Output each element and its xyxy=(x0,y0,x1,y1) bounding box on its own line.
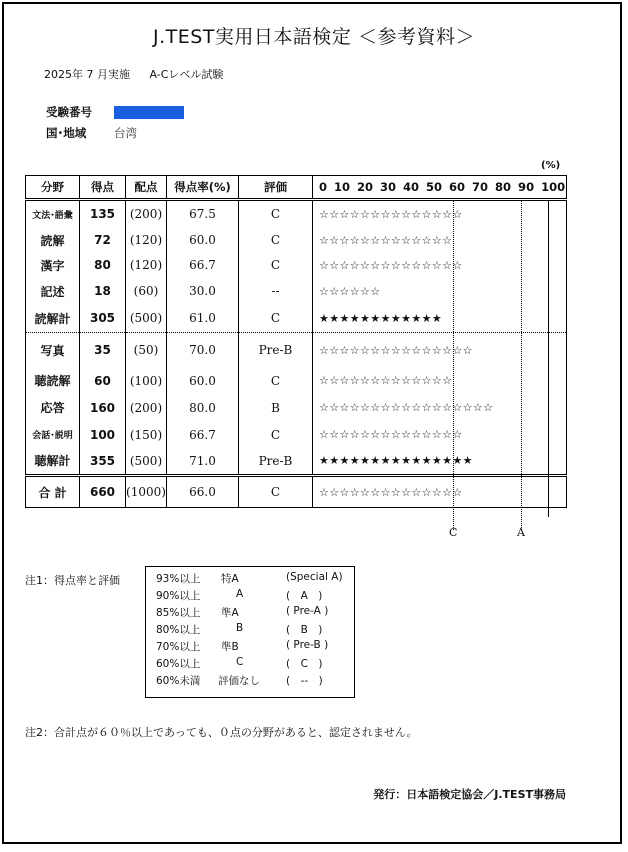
header-score: 得点 xyxy=(80,176,126,200)
percent-unit: (%) xyxy=(541,160,561,171)
field-max: (120) xyxy=(126,253,167,278)
field-star-bar: ★★★★★★★★★★★★★★★ xyxy=(313,448,567,476)
field-name: 記述 xyxy=(26,278,80,305)
field-name: 文法･語彙 xyxy=(26,200,80,228)
header-rate: 得点率(%) xyxy=(167,176,239,200)
field-name: 写真 xyxy=(26,333,80,368)
table-header-row xyxy=(26,176,567,200)
document-title: J.TEST実用日本語検定 ＜参考資料＞ xyxy=(153,26,475,48)
legend-range: 93%以上 xyxy=(156,573,201,585)
field-grade: -- xyxy=(239,278,313,305)
field-max: (500) xyxy=(126,448,167,476)
legend-range: 60%以上 xyxy=(156,658,201,670)
legend-grade-en: ( Pre-A ) xyxy=(286,605,329,617)
region-value: 台湾 xyxy=(114,126,137,140)
note2-text: 注2：合計点が６０％以上であっても、０点の分野があると、認定されません。 xyxy=(25,726,418,739)
table-row xyxy=(26,253,567,278)
grade-legend xyxy=(145,566,355,698)
examinee-number-label: 受験番号 xyxy=(46,105,92,119)
table-row xyxy=(26,333,567,368)
field-grade: C xyxy=(239,422,313,448)
field-rate: 30.0 xyxy=(167,278,239,305)
field-rate: 66.7 xyxy=(167,422,239,448)
legend-grade: 特A xyxy=(221,573,239,585)
field-max: (500) xyxy=(126,305,167,333)
field-rate: 67.5 xyxy=(167,200,239,228)
field-grade: C xyxy=(239,228,313,253)
field-grade: B xyxy=(239,394,313,422)
field-max: (50) xyxy=(126,333,167,368)
field-max: (120) xyxy=(126,228,167,253)
field-rate: 70.0 xyxy=(167,333,239,368)
header-max: 配点 xyxy=(126,176,167,200)
field-max: (200) xyxy=(126,200,167,228)
field-max: (60) xyxy=(126,278,167,305)
field-grade: Pre-B xyxy=(239,333,313,368)
threshold-line-a xyxy=(521,200,522,530)
legend-row xyxy=(156,588,354,605)
header-field: 分野 xyxy=(26,176,80,200)
field-grade: C xyxy=(239,368,313,394)
table-row xyxy=(26,368,567,394)
field-star-bar: ☆☆☆☆☆☆☆☆☆☆☆☆☆☆ xyxy=(313,422,567,448)
table-row xyxy=(26,305,567,333)
field-grade: C xyxy=(239,253,313,278)
field-max: (150) xyxy=(126,422,167,448)
field-max: (100) xyxy=(126,368,167,394)
field-star-bar: ☆☆☆☆☆☆☆☆☆☆☆☆☆ xyxy=(313,368,567,394)
legend-range: 85%以上 xyxy=(156,607,201,619)
legend-grade: 準A xyxy=(221,607,239,619)
exam-info xyxy=(44,66,239,82)
field-rate: 60.0 xyxy=(167,368,239,394)
field-score: 135 xyxy=(80,200,126,228)
field-score: 305 xyxy=(80,305,126,333)
score-table xyxy=(25,175,567,508)
legend-range: 70%以上 xyxy=(156,641,201,653)
field-name: 読解 xyxy=(26,228,80,253)
header-scale: 0 10 20 30 40 50 60 70 80 90 100 xyxy=(313,176,567,200)
field-score: 72 xyxy=(80,228,126,253)
exam-level: A-Cレベル試験 xyxy=(149,68,224,81)
legend-row xyxy=(156,622,354,639)
field-name: 会話･説明 xyxy=(26,422,80,448)
field-grade: C xyxy=(239,200,313,228)
legend-grade-en: ( Pre-B ) xyxy=(286,639,329,651)
field-name: 聴読解 xyxy=(26,368,80,394)
total-grade: C xyxy=(239,476,313,508)
field-star-bar: ☆☆☆☆☆☆ xyxy=(313,278,567,305)
table-row xyxy=(26,228,567,253)
total-row xyxy=(26,476,567,508)
field-score: 60 xyxy=(80,368,126,394)
field-rate: 61.0 xyxy=(167,305,239,333)
legend-grade-en: ( B ) xyxy=(286,624,323,636)
field-score: 160 xyxy=(80,394,126,422)
threshold-marker-c: C xyxy=(449,526,458,539)
legend-row xyxy=(156,571,354,588)
examinee-number-redacted xyxy=(114,106,184,119)
field-star-bar: ★★★★★★★★★★★★ xyxy=(313,305,567,333)
field-star-bar: ☆☆☆☆☆☆☆☆☆☆☆☆☆☆☆ xyxy=(313,333,567,368)
field-grade: C xyxy=(239,305,313,333)
field-star-bar: ☆☆☆☆☆☆☆☆☆☆☆☆☆☆ xyxy=(313,200,567,228)
field-score: 355 xyxy=(80,448,126,476)
total-rate: 66.0 xyxy=(167,476,239,508)
field-max: (200) xyxy=(126,394,167,422)
total-label: 合 計 xyxy=(26,476,80,508)
header-grade: 評価 xyxy=(239,176,313,200)
total-star-bar: ☆☆☆☆☆☆☆☆☆☆☆☆☆☆ xyxy=(313,476,567,508)
table-row xyxy=(26,278,567,305)
field-name: 応答 xyxy=(26,394,80,422)
legend-row xyxy=(156,605,354,622)
legend-row xyxy=(156,656,354,673)
field-star-bar: ☆☆☆☆☆☆☆☆☆☆☆☆☆☆ xyxy=(313,253,567,278)
field-name: 聴解計 xyxy=(26,448,80,476)
legend-grade: 評価なし xyxy=(218,675,260,687)
legend-range: 90%以上 xyxy=(156,590,201,602)
publisher: 発行：日本語検定協会／J.TEST事務局 xyxy=(373,788,566,801)
legend-grade-en: (Special A) xyxy=(286,571,343,583)
legend-range: 60%未満 xyxy=(156,675,201,687)
legend-grade-en: ( A ) xyxy=(286,590,323,602)
exam-date: 2025年 7 月実施 xyxy=(44,68,130,81)
legend-row xyxy=(156,673,354,690)
field-rate: 60.0 xyxy=(167,228,239,253)
scale-max-line xyxy=(548,200,549,517)
field-star-bar: ☆☆☆☆☆☆☆☆☆☆☆☆☆☆☆☆☆ xyxy=(313,394,567,422)
table-row xyxy=(26,394,567,422)
field-score: 18 xyxy=(80,278,126,305)
legend-grade-en: ( C ) xyxy=(286,658,323,670)
field-score: 35 xyxy=(80,333,126,368)
field-rate: 80.0 xyxy=(167,394,239,422)
table-row xyxy=(26,422,567,448)
total-score: 660 xyxy=(80,476,126,508)
legend-grade: C xyxy=(236,656,244,668)
note1-label: 注1：得点率と評価 xyxy=(25,574,120,587)
field-score: 100 xyxy=(80,422,126,448)
legend-grade: A xyxy=(236,588,244,600)
field-name: 漢字 xyxy=(26,253,80,278)
field-rate: 71.0 xyxy=(167,448,239,476)
legend-grade: 準B xyxy=(221,641,239,653)
table-row xyxy=(26,448,567,476)
legend-row xyxy=(156,639,354,656)
threshold-marker-a: A xyxy=(517,526,525,539)
legend-grade-en: ( -- ) xyxy=(286,675,323,687)
field-grade: Pre-B xyxy=(239,448,313,476)
field-rate: 66.7 xyxy=(167,253,239,278)
legend-range: 80%以上 xyxy=(156,624,201,636)
field-score: 80 xyxy=(80,253,126,278)
region-label: 国･地域 xyxy=(46,126,87,140)
table-row xyxy=(26,200,567,228)
threshold-line-c xyxy=(453,200,454,530)
field-star-bar: ☆☆☆☆☆☆☆☆☆☆☆☆☆ xyxy=(313,228,567,253)
legend-grade: B xyxy=(236,622,244,634)
field-name: 読解計 xyxy=(26,305,80,333)
total-max: (1000) xyxy=(126,476,167,508)
